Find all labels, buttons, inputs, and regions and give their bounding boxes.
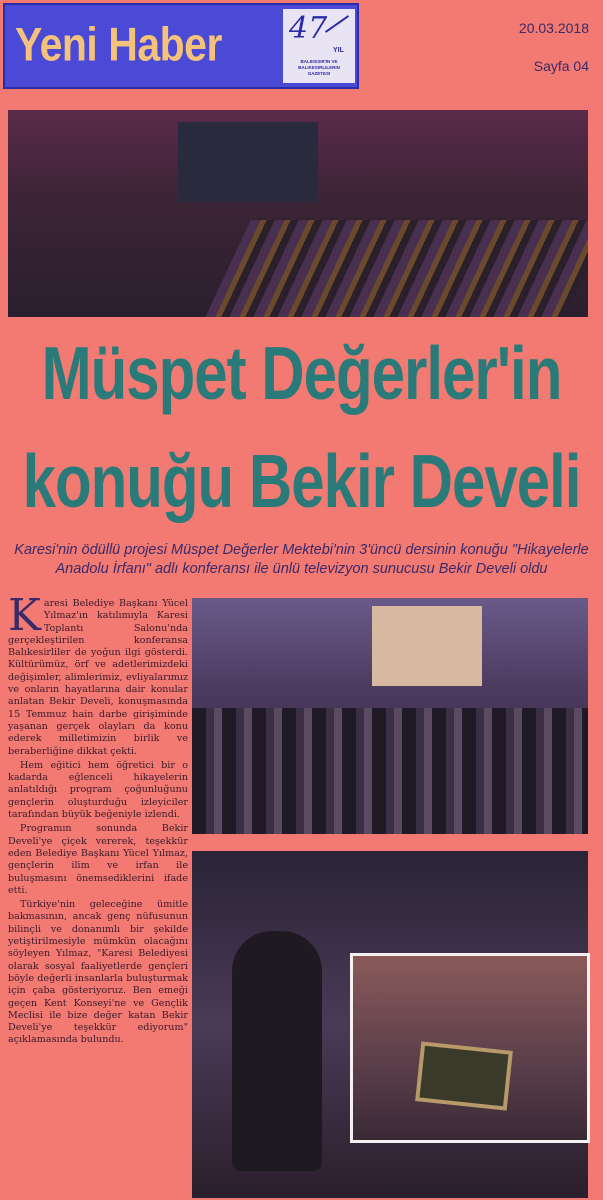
stage-backdrop: [178, 122, 318, 202]
anniversary-number: 47: [289, 11, 328, 46]
article-paragraph: Hem eğitici hem öğretici bir o kadarda eğlenceli hikayelerin anlatıldığı program çoğunluğunu gençlerin oluşturduğu izleyiciler tarafından büyük beğeniyle izlendi.: [8, 759, 188, 821]
audience-crowd: [205, 220, 588, 317]
group-people: [192, 708, 588, 834]
anniversary-suffix: YIL: [333, 47, 344, 54]
anniversary-logo: [283, 9, 355, 83]
article-spot: Karesi'nin ödüllü projesi Müspet Değerler Mektebi'nin 3'üncü dersinin konuğu "Hikayelerle Anadolu İrfanı" adlı konferansı ile ünlü televizyon sunucusu Bekir Develi oldu: [14, 542, 589, 577]
masthead-title: Yeni Haber: [15, 18, 222, 71]
headline-line-1: Müspet Değerler'in: [41, 331, 562, 415]
group-photo: [192, 598, 588, 834]
audience-photo: [8, 110, 588, 317]
article-paragraph: [8, 590, 188, 758]
paragraph-text: aresi Belediye Başkanı Yücel Yılmaz'ın katılımıyla Karesi Toplantı Salonu'nda gerçekleştirilen konferansa Balıkesirliler de yoğun ilgi gösterdi. Kültürümüz, örf ve adetlerimizdeki değişimler, alimlerimiz, evliyalarımız ve onların hayatlarına dair konular anlatan Bekir Develi, konuşmasında 15 Temmuz hain darbe girişiminde yaşanan gerçek olayları da konu ederek milletimizin birlik ve beraberliğine dikkat çekti.: [8, 598, 188, 757]
gift-frame: [415, 1041, 513, 1110]
issue-date: 20.03.2018: [518, 20, 589, 36]
page-number: Sayfa 04: [533, 58, 589, 74]
masthead: [3, 3, 359, 89]
drop-cap: K: [8, 590, 41, 641]
article-paragraph: Programın sonunda Bekir Develi'ye çiçek vererek, teşekkür eden Belediye Başkanı Yücel Yılmaz, gençlerin ilim ve irfan ile buluşmasını önemsediklerini ifade etti.: [8, 823, 188, 896]
award-photo: [350, 953, 590, 1143]
headline-line-2: konuğu Bekir Develi: [22, 439, 581, 523]
article-paragraph: Türkiye'nin geleceğine ümitle bakmasının, ancak genç nüfusunun bilinçli ve donanımlı bir şekilde yetiştirilmesiyle mümkün olacağını söyleyen Yılmaz, "Karesi Belediyesi olarak sosyal faaliyetlerde gençleri böyle değerli insanlarla buluşturmak için çaba gösteriyoruz. Ben emeği geçen Kent Konseyi'ne ve Gençlik Meclisi ile bize değer katan Bekir Develi'ye teşekkür ediyorum" açıklamasında bulundu.: [8, 899, 188, 1046]
presentation-screen: [372, 606, 482, 686]
article-body: [8, 590, 188, 1049]
speaker-figure: [232, 931, 322, 1171]
anniversary-swoosh-icon: [325, 15, 349, 33]
anniversary-caption: BALIKESIR'IN VE BALIKESIRLILERIN GAZETESI: [298, 59, 340, 76]
